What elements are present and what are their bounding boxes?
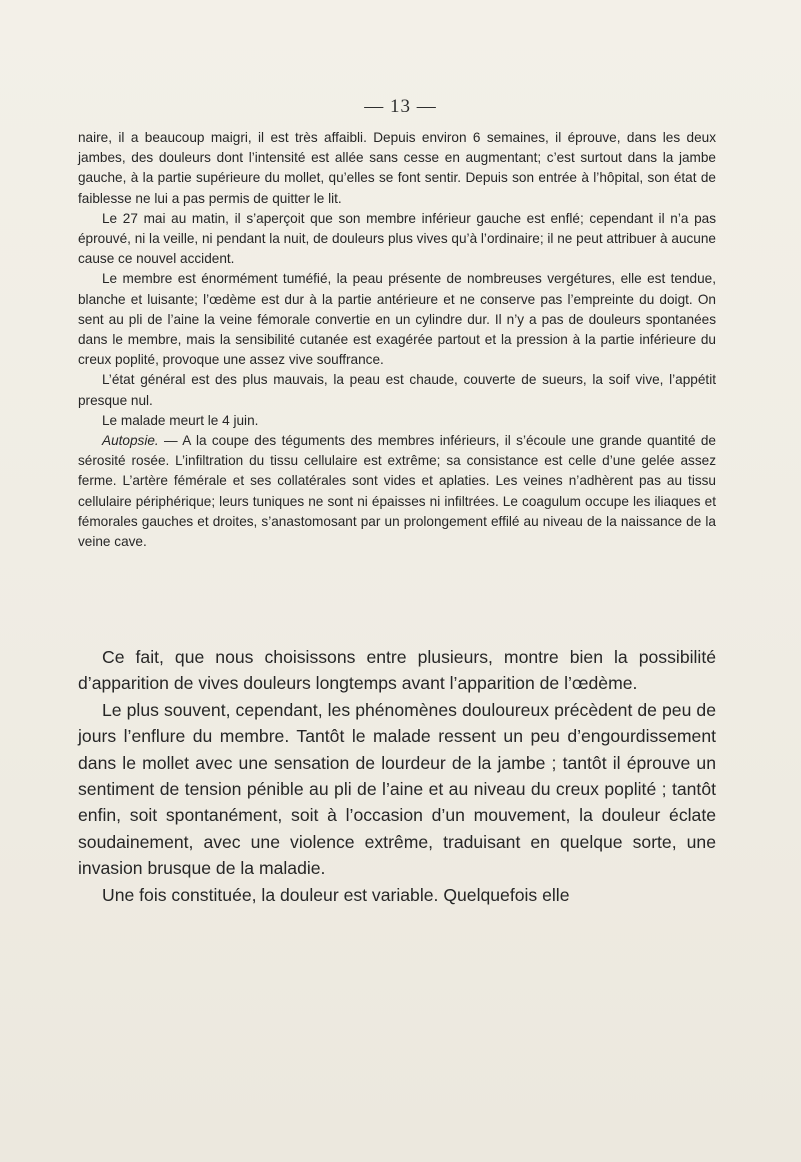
autopsy-text: — A la coupe des téguments des membres inférieurs, il s’écoule une grande quantité de sérosité rosée. L’infiltration du tissu cellulaire est extrême; sa consistance est celle d’une gelée assez ferme. L’artère fémérale et ses collatérales sont vides et aplaties. Les veines n’adhèrent pas au tissu cellulaire périphérique; leurs tuniques ne sont ni épaisses ni infiltrées. Le coagulum occupe les iliaques et fémorales gauches et droites, s’anastomosant par un prolongement effilé au niveau de la naissance de la veine cave.: [78, 433, 716, 550]
paragraph: Le membre est énormément tuméfié, la peau présente de nombreuses vergétures, elle est tendue, blanche et luisante; l’œdème est dur à la partie antérieure et ne conserve pas l’empreinte du doigt. On sent au pli de l’aine la veine fémorale convertie en un cylindre dur. Il n’y a pas de douleurs spontanées dans le membre, mais la sensibilité cutanée est exagérée partout et la pression à la partie inférieure du creux poplité, provoque une assez vive souffrance.: [78, 271, 716, 368]
paragraph: naire, il a beaucoup maigri, il est très affaibli. Depuis environ 6 semaines, il éprouve, dans les deux jambes, des douleurs dont l’intensité est allée sans cesse en augmentant; c’est surtout dans la jambe gauche, à la partie supérieure du mollet, qu’elles se font sentir. Depuis son entrée à l’hôpital, son état de faiblesse ne lui a pas permis de quitter le lit.: [78, 130, 716, 206]
autopsy-label: Autopsie.: [102, 433, 159, 449]
paragraph: Le malade meurt le 4 juin.: [102, 412, 259, 428]
autopsy-paragraph: [78, 431, 716, 552]
case-report-text: [78, 128, 716, 552]
paragraph: L’état général est des plus mauvais, la peau est chaude, couverte de sueurs, la soif vive, l’appétit presque nul.: [78, 372, 716, 408]
page-number: — 13 —: [364, 96, 437, 117]
paragraph: Le 27 mai au matin, il s’aperçoit que son membre inférieur gauche est enflé; cependant il n’a pas éprouvé, ni la veille, ni pendant la nuit, de douleurs plus vives qu’à l’ordinaire; il ne peut attribuer à aucune cause ce nouvel accident.: [78, 210, 716, 267]
main-body-text: [78, 644, 716, 908]
paragraph: Le plus souvent, cependant, les phénomènes douloureux précèdent de peu de jours l’enflure du membre. Tantôt le malade ressent un peu d’engourdissement dans le mollet avec une sensation de lourdeur de la jambe ; tantôt il éprouve un sentiment de tension pénible au pli de l’aine et au niveau du creux poplité ; tantôt enfin, soit spontanément, soit à l’occasion d’un mouvement, la douleur éclate soudainement, avec une violence extrême, traduisant en quelque sorte, une invasion brusque de la maladie.: [78, 699, 716, 879]
paragraph: Ce fait, que nous choisissons entre plusieurs, montre bien la possibilité d’apparition de vives douleurs longtemps avant l’apparition de l’œdème.: [78, 647, 716, 694]
paragraph: Une fois constituée, la douleur est variable. Quelquefois elle: [102, 884, 570, 905]
